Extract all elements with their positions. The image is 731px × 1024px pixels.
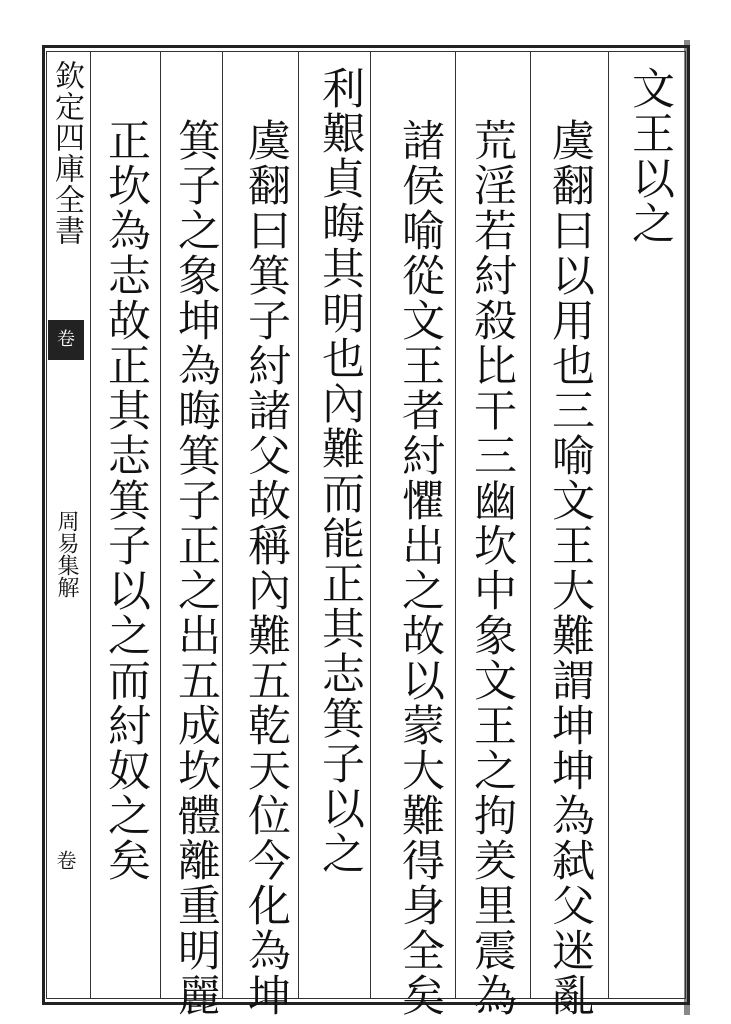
page-mark: 卷 (53, 850, 77, 870)
text-column-4: 諸侯喻從文王者紂懼出之故以蒙大難得身全矣 (395, 118, 445, 1018)
text-column-6: 虞翻曰箕子紂諸父故稱內難五乾天位今化為坤 (241, 118, 291, 1018)
text-column-8: 正坎為志故正其志箕子以之而紂奴之矣 (101, 118, 151, 883)
text-column-7: 箕子之象坤為晦箕子正之出五成坎體離重明麗 (171, 118, 221, 1018)
column-rule (370, 52, 371, 998)
margin-strip (48, 60, 88, 1000)
series-title: 欽定四庫全書 (49, 60, 84, 246)
volume-mark: 卷 (48, 320, 84, 360)
text-column-5: 利艱貞晦其明也內難而能正其志箕子以之 (315, 66, 365, 876)
book-title: 周易集解 (54, 510, 79, 598)
column-rule (530, 52, 531, 998)
column-rule (608, 52, 609, 998)
text-column-2: 虞翻曰以用也三喻文王大難謂坤坤為弑父迷亂 (545, 118, 595, 1018)
column-rule (90, 52, 91, 998)
text-column-1: 文王以之 (625, 66, 675, 246)
column-rule (298, 52, 299, 998)
column-rule (455, 52, 456, 998)
column-rule (160, 52, 161, 998)
text-column-3: 荒淫若紂殺比干三幽坎中象文王之拘羑里震為 (467, 118, 517, 1018)
